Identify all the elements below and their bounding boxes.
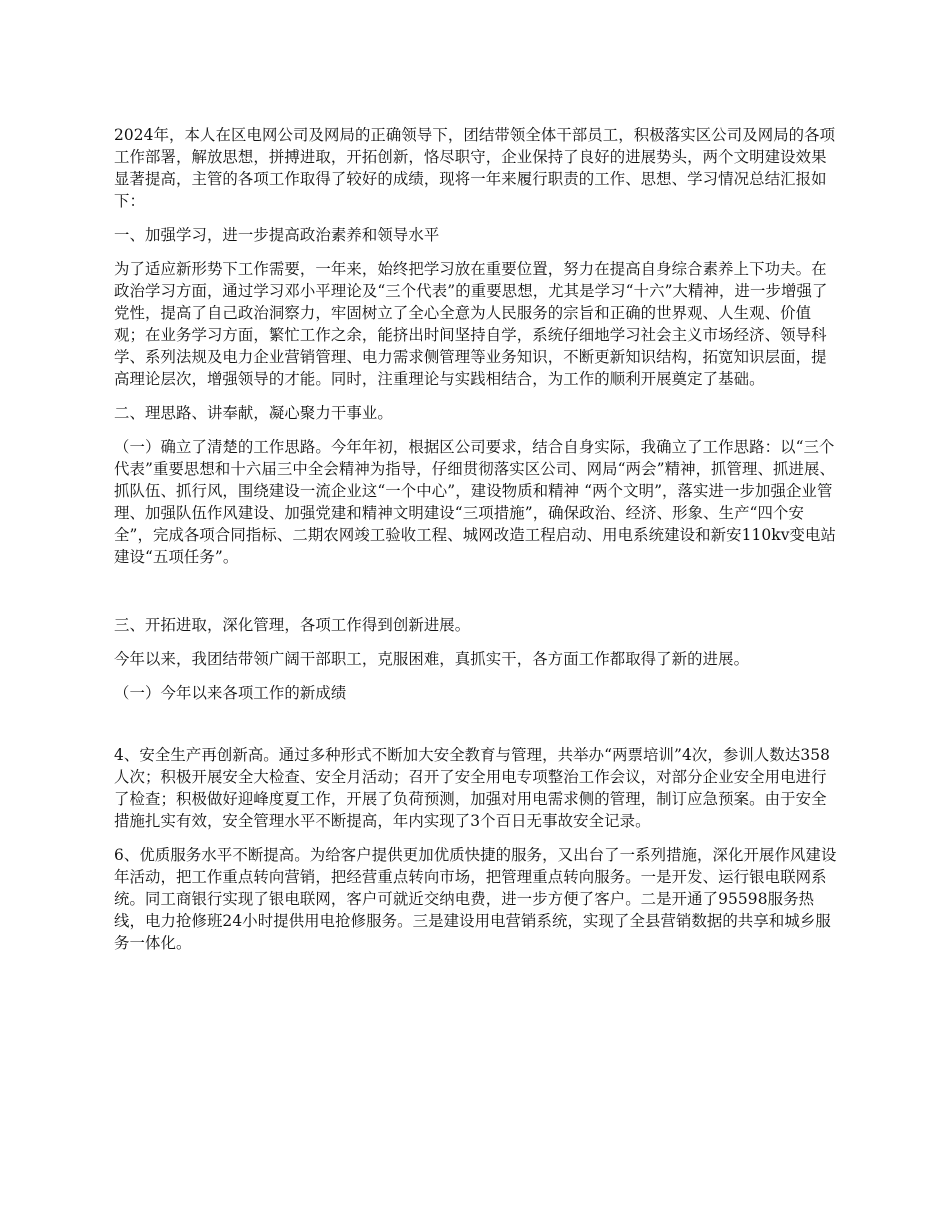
spacer bbox=[114, 716, 840, 744]
spacer bbox=[114, 580, 840, 614]
section-2-body: （一）确立了清楚的工作思路。今年年初，根据区公司要求，结合自身实际，我确立了工作思路：以“三个代表”重要思想和十六届三中全会精神为指导，仔细贯彻落实区公司、网局“两会”精神，抓管理、抓进展、抓队伍、抓行风，围绕建设一流企业这“一个中心”，建设物质和精神 “两个文明”，落实进一步加强企业管理、加强队伍作风建设、加强党建和精神文明建设“三项措施”，确保政治、经济、形象、生产“四个安全”，完成各项合同指标、二期农网竣工验收工程、城网改造工程启动、用电系统建设和新安110kv变电站建设“五项任务”。 bbox=[114, 438, 836, 566]
section-2-heading: 二、理思路、讲奉献，凝心聚力干事业。 bbox=[114, 404, 393, 422]
section-1-heading: 一、加强学习，进一步提高政治素养和领导水平 bbox=[114, 226, 440, 244]
item-6-paragraph: 6、优质服务水平不断提高。为给客户提供更加优质快捷的服务，又出台了一系列措施，深化开展作风建设年活动，把工作重点转向营销，把经营重点转向市场，把管理重点转向服务。一是开发、运行银电联网系统。同工商银行实现了银电联网，客户可就近交纳电费，进一步方便了客户。二是开通了95598服务热线，电力抢修班24小时提供用电抢修服务。三是建设用电营销系统，实现了全县营销数据的共享和城乡服务一体化。 bbox=[114, 846, 837, 952]
section-1-body: 为了适应新形势下工作需要，一年来，始终把学习放在重要位置，努力在提高自身综合素养上下功夫。在政治学习方面，通过学习邓小平理论及“三个代表”的重要思想，尤其是学习“十六”大精神，进一步增强了党性，提高了自己政治洞察力，牢固树立了全心全意为人民服务的宗旨和正确的世界观、人生观、价值观；在业务学习方面，繁忙工作之余，能挤出时间坚持自学，系统仔细地学习社会主义市场经济、领导科学、系列法规及电力企业营销管理、电力需求侧管理等业务知识，不断更新知识结构，拓宽知识层面，提高理论层次，增强领导的才能。同时，注重理论与实践相结合，为工作的顺利开展奠定了基础。 bbox=[114, 260, 828, 388]
section-3-body: 今年以来，我团结带领广阔干部职工，克服困难，真抓实干，各方面工作都取得了新的进展。 bbox=[114, 650, 750, 668]
document-page bbox=[114, 124, 840, 966]
intro-paragraph: 2024年，本人在区电网公司及网局的正确领导下，团结带领全体干部员工，积极落实区公司及网局的各项工作部署，解放思想，拼搏进取，开拓创新，恪尽职守，企业保持了良好的进展势头，两个文明建设效果显著提高，主管的各项工作取得了较好的成绩，现将一年来履行职责的工作、思想、学习情况总结汇报如下： bbox=[114, 126, 836, 210]
item-4-paragraph: 4、安全生产再创新高。通过多种形式不断加大安全教育与管理，共举办“两票培训”4次，参训人数达358人次；积极开展安全大检查、安全月活动；召开了安全用电专项整治工作会议，对部分企业安全用电进行了检查；积极做好迎峰度夏工作，开展了负荷预测，加强对用电需求侧的管理，制订应急预案。由于安全措施扎实有效，安全管理水平不断提高，年内实现了3个百日无事故安全记录。 bbox=[114, 746, 831, 830]
section-3-subheading: （一）今年以来各项工作的新成绩 bbox=[114, 684, 347, 702]
section-3-heading: 三、开拓进取，深化管理，各项工作得到创新进展。 bbox=[114, 616, 471, 634]
